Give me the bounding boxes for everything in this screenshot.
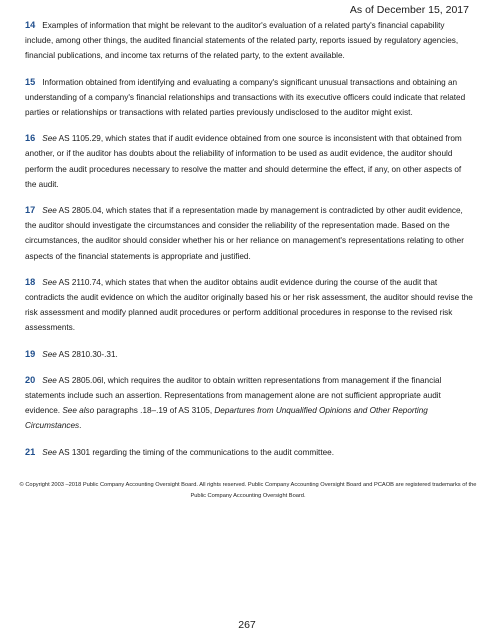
footnote-text: AS 2810.30-.31. xyxy=(56,349,118,359)
footnote-15 xyxy=(25,75,473,121)
footnote-number[interactable]: 19 xyxy=(25,348,36,359)
see-prefix: See xyxy=(42,206,57,216)
footnote-text: Examples of information that might be relevant to the auditor's evaluation of a related party's financial capability include, among other things, the audited financial statements of the related party, reports issued by regulatory agencies, financial publications, and income tax returns of the related party, to the extent available. xyxy=(25,21,459,61)
see-prefix: See xyxy=(42,134,57,144)
footnote-19 xyxy=(25,347,473,362)
footnote-text: AS 2805.06l, which requires the auditor to obtain written representations from management if the financial statements include such an assertion. Representations from management alone are not sufficient appropriate audit evidence. xyxy=(25,375,442,416)
page-number: 267 xyxy=(238,619,256,631)
see-prefix: See xyxy=(42,447,57,457)
footnote-18 xyxy=(25,275,473,336)
footnote-number[interactable]: 14 xyxy=(25,20,36,30)
footnote-text: AS 1301 regarding the timing of the communications to the audit committee. xyxy=(56,447,334,457)
footnote-text: AS 1105.29, which states that if audit evidence obtained from one source is inconsistent with that obtained from another, or if the auditor has doubts about the reliability of information to be used as audit evidence, the auditor should perform the audit procedures necessary to resolve the matter and should determine the effect, if any, on other aspects of the audit. xyxy=(25,134,462,189)
footnote-14 xyxy=(25,18,473,64)
see-also-prefix: See also xyxy=(62,406,95,416)
footnote-number[interactable]: 20 xyxy=(25,374,36,385)
footnote-text: Information obtained from identifying and evaluating a company's significant unusual transactions and obtaining an understanding of a company's financial relationships and transactions with its executive officers could indicate that related parties or relationships or transactions with related parties previously undisclosed to the auditor might exist. xyxy=(25,77,466,118)
see-prefix: See xyxy=(42,349,57,359)
footnotes-list xyxy=(25,18,473,471)
footnote-text: AS 2110.74, which states that when the auditor obtains audit evidence during the course of the audit that contradicts the audit evidence on which the auditor originally based his or her risk assessment, the auditor should revise the risk assessment and modify planned audit procedures or perform additional procedures in response to the revised risk assessments. xyxy=(25,277,473,333)
header-date: As of December 15, 2017 xyxy=(349,4,469,16)
footnote-number[interactable]: 18 xyxy=(25,276,36,287)
footnote-number[interactable]: 15 xyxy=(25,76,36,87)
see-prefix: See xyxy=(42,375,57,385)
footnote-text: AS 2805.04, which states that if a representation made by management is contradicted by other audit evidence, the auditor should investigate the circumstances and consider the reliability of the representation made. Based on the circumstances, the auditor should consider whether his or her reliance on management's representations relating to other aspects of the financial statements is appropriate and justified. xyxy=(25,206,464,261)
footnote-text-2: paragraphs .18–.19 of AS 3105, xyxy=(94,406,215,416)
footnote-number[interactable]: 16 xyxy=(25,133,36,144)
footnote-20 xyxy=(25,373,473,434)
see-prefix: See xyxy=(42,277,57,287)
footnote-17 xyxy=(25,203,473,264)
footnote-end: . xyxy=(79,421,82,431)
footnote-16 xyxy=(25,131,473,192)
footnote-number[interactable]: 17 xyxy=(25,205,36,216)
copyright-notice: © Copyright 2003 –2018 Public Company Accounting Oversight Board. All rights reserved. Public Company Accounting Oversight Board and PCAOB are registered trademarks of the Public Company Accounting Oversight Board. xyxy=(19,482,477,499)
standard-title: Departures from Unqualified Opinions and Other Reporting Circumstances xyxy=(25,406,428,431)
footnote-21 xyxy=(25,445,473,460)
footnote-number[interactable]: 21 xyxy=(25,446,36,457)
